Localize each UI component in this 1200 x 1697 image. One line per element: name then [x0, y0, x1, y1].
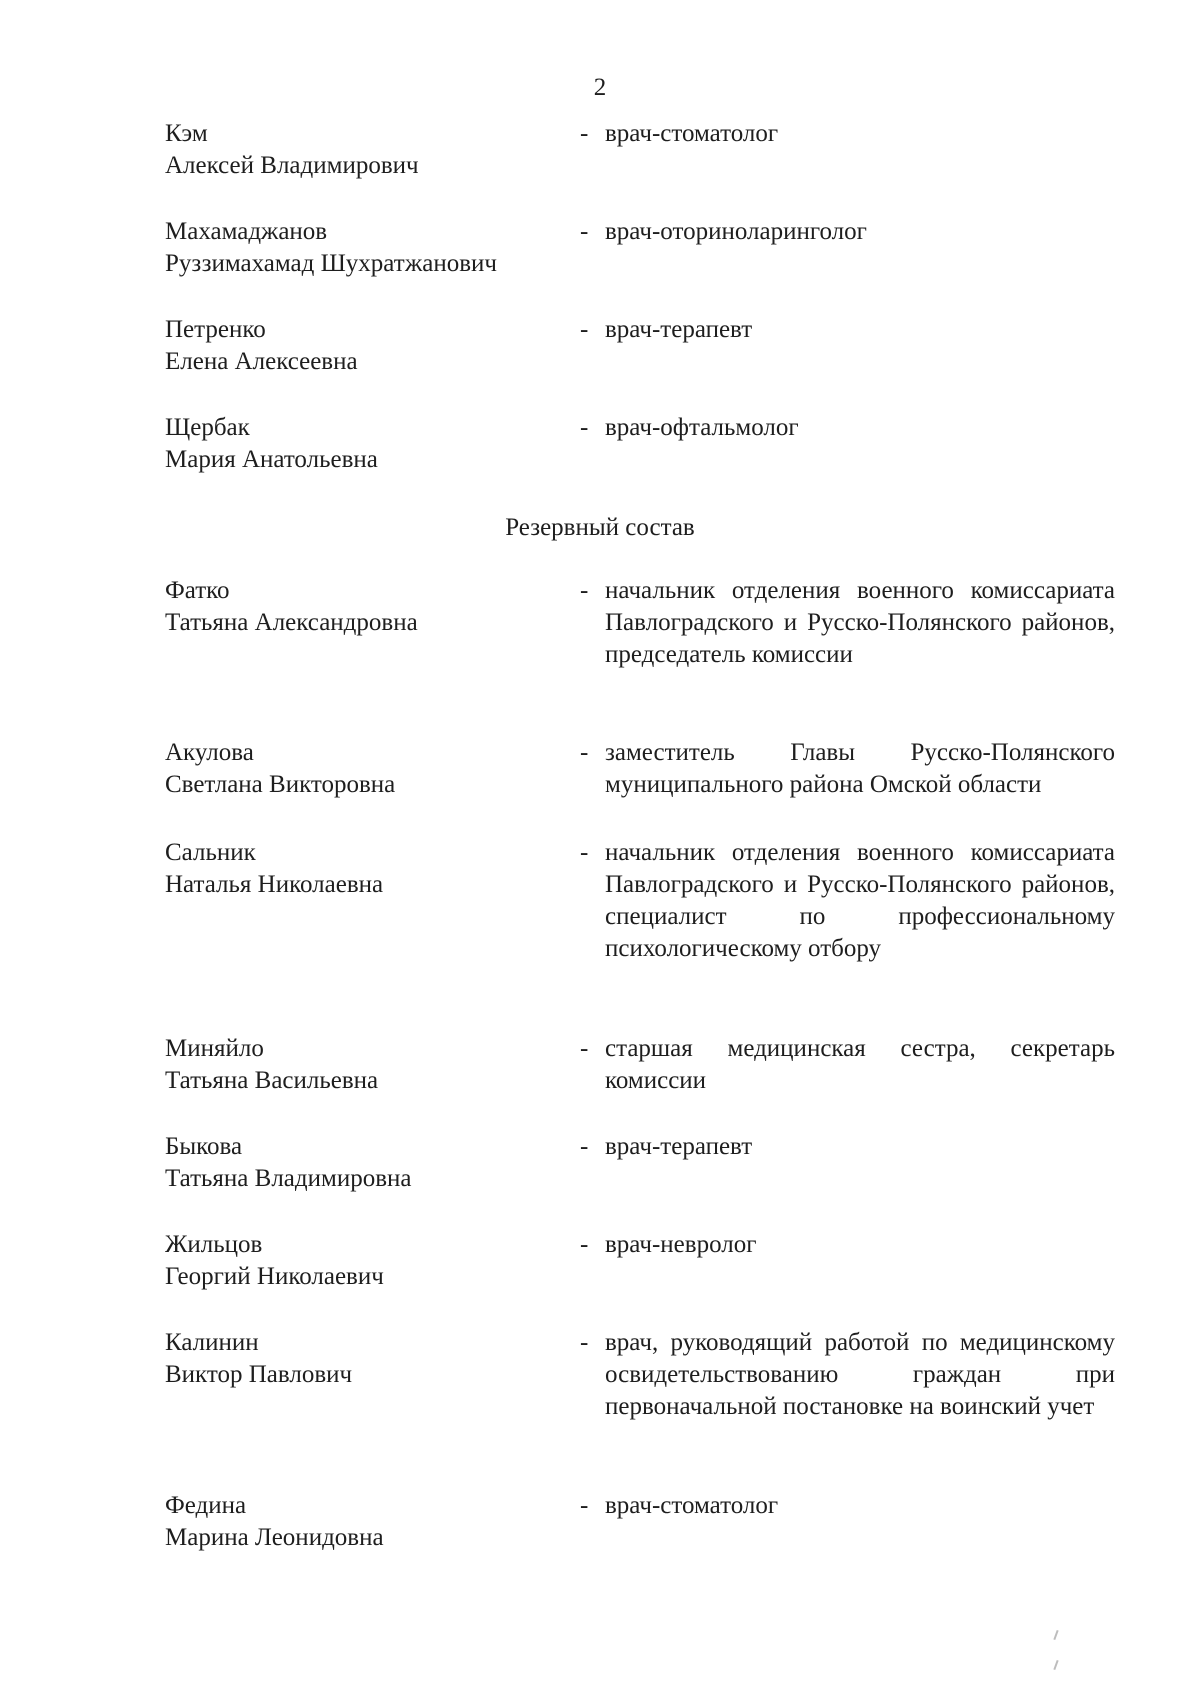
dash-separator: - — [580, 577, 589, 604]
member-given-name: Елена Алексеевна — [165, 348, 358, 375]
member-given-name: Алексей Владимирович — [165, 152, 419, 179]
member-given-name: Татьяна Васильевна — [165, 1067, 379, 1094]
member-surname: Кэм — [165, 120, 208, 147]
member-surname: Сальник — [165, 839, 256, 866]
member-given-name: Наталья Николаевна — [165, 871, 384, 898]
member-surname: Жильцов — [165, 1231, 263, 1258]
member-name — [165, 837, 565, 901]
member-name — [165, 1327, 565, 1391]
member-role: врач-стоматолог — [605, 120, 779, 147]
member-role: начальник отделения военного комиссариата Павлоградского и Русско-Полянского районов, специалист по профессиональному психологическому отбору — [605, 839, 1115, 962]
member-given-name: Светлана Викторовна — [165, 771, 396, 798]
member-role: врач-терапевт — [605, 316, 753, 343]
member-name — [165, 118, 565, 182]
member-name — [165, 575, 565, 639]
member-surname: Фатко — [165, 577, 230, 604]
page-number: 2 — [593, 74, 607, 101]
member-given-name: Мария Анатольевна — [165, 446, 378, 473]
member-name — [165, 1490, 565, 1554]
scan-speck — [1053, 1660, 1058, 1670]
member-role: начальник отделения военного комиссариата Павлоградского и Русско-Полянского районов, председатель комиссии — [605, 577, 1115, 668]
member-role: старшая медицинская сестра, секретарь комиссии — [605, 1035, 1115, 1094]
member-name — [165, 314, 565, 378]
member-surname: Федина — [165, 1492, 247, 1519]
member-surname: Махамаджанов — [165, 218, 328, 245]
dash-separator: - — [580, 739, 589, 766]
member-role: врач-офтальмолог — [605, 414, 799, 441]
member-role: врач-невролог — [605, 1231, 757, 1258]
dash-separator: - — [580, 414, 589, 441]
member-surname: Быкова — [165, 1133, 243, 1160]
member-role: врач-терапевт — [605, 1133, 753, 1160]
member-given-name: Татьяна Александровна — [165, 609, 418, 636]
member-name — [165, 412, 565, 476]
member-role: врач-оториноларинголог — [605, 218, 867, 245]
member-surname: Калинин — [165, 1329, 259, 1356]
member-given-name: Георгий Николаевич — [165, 1263, 384, 1290]
dash-separator: - — [580, 839, 589, 866]
reserve-section-title: Резервный состав — [505, 514, 695, 541]
member-name — [165, 737, 565, 801]
member-name — [165, 1131, 565, 1195]
scan-speck — [1053, 1630, 1058, 1640]
member-surname: Миняйло — [165, 1035, 264, 1062]
dash-separator: - — [580, 218, 589, 245]
member-role: врач-стоматолог — [605, 1492, 779, 1519]
member-name — [165, 1033, 565, 1097]
member-given-name: Виктор Павлович — [165, 1361, 353, 1388]
dash-separator: - — [580, 1035, 589, 1062]
dash-separator: - — [580, 1231, 589, 1258]
dash-separator: - — [580, 1492, 589, 1519]
dash-separator: - — [580, 1329, 589, 1356]
member-role: заместитель Главы Русско-Полянского муниципального района Омской области — [605, 739, 1115, 798]
member-surname: Петренко — [165, 316, 266, 343]
member-surname: Щербак — [165, 414, 250, 441]
member-given-name: Руззимахамад Шухратжанович — [165, 250, 497, 277]
member-given-name: Марина Леонидовна — [165, 1524, 384, 1551]
dash-separator: - — [580, 120, 589, 147]
member-role: врач, руководящий работой по медицинскому освидетельствованию граждан при первоначальной постановке на воинский учет — [605, 1329, 1115, 1420]
dash-separator: - — [580, 316, 589, 343]
member-given-name: Татьяна Владимировна — [165, 1165, 412, 1192]
dash-separator: - — [580, 1133, 589, 1160]
member-name — [165, 216, 565, 280]
member-surname: Акулова — [165, 739, 254, 766]
member-name — [165, 1229, 565, 1293]
